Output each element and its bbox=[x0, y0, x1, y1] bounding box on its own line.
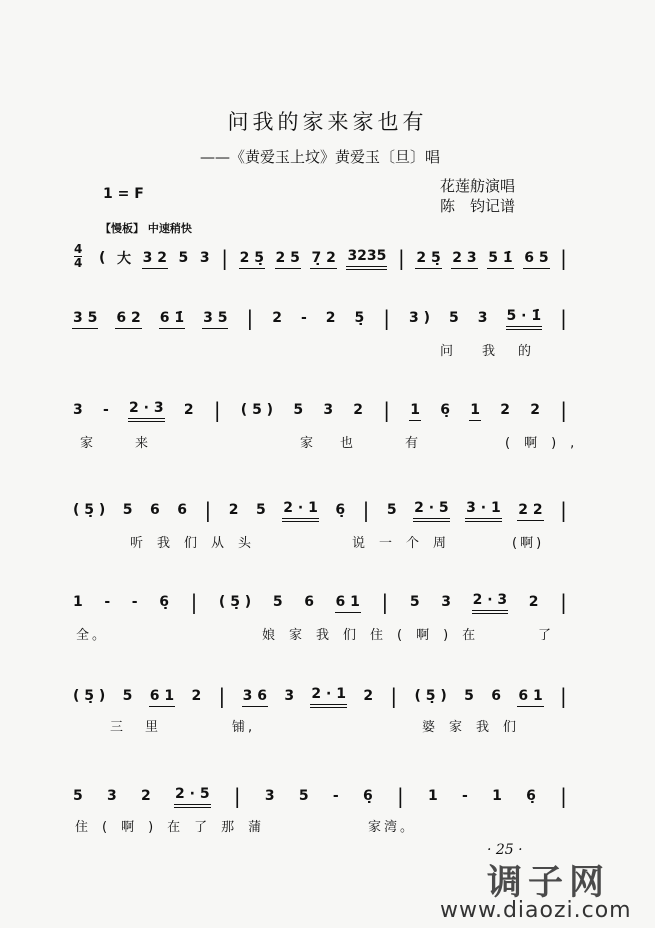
note: 5 1̇ bbox=[487, 250, 513, 269]
note: 6̣ bbox=[363, 788, 373, 804]
note: 6 bbox=[150, 502, 160, 518]
note: 2 2 bbox=[517, 502, 543, 521]
note: - bbox=[462, 788, 468, 804]
note: 2 5̣ bbox=[239, 250, 265, 269]
note: 5 bbox=[272, 594, 283, 610]
note: 2 3 bbox=[451, 250, 477, 269]
note: 6 2 bbox=[115, 310, 141, 329]
note: 1 bbox=[428, 788, 438, 804]
lyric: 我 bbox=[482, 344, 499, 359]
note: 6 bbox=[491, 688, 501, 704]
note: 2 bbox=[500, 402, 510, 418]
notation-line bbox=[72, 500, 568, 522]
barline: | bbox=[560, 684, 567, 708]
barline: | bbox=[213, 398, 221, 422]
lyric: (啊), bbox=[505, 436, 589, 451]
note: 2 5 bbox=[275, 250, 301, 269]
notation-line bbox=[72, 686, 568, 708]
barline: | bbox=[381, 590, 389, 614]
lyric: 有 bbox=[405, 436, 422, 451]
note: - bbox=[104, 594, 111, 610]
lyric: 也 bbox=[340, 436, 357, 451]
note: 5 bbox=[122, 688, 133, 704]
lyric: 听我们从头 bbox=[130, 536, 266, 551]
barline: | bbox=[560, 246, 567, 270]
note: 2 · 5 bbox=[174, 786, 211, 808]
note: 2 bbox=[183, 402, 194, 418]
note: - bbox=[131, 594, 138, 610]
note: 3 bbox=[73, 402, 83, 418]
key-signature: 1 = F bbox=[103, 186, 144, 202]
note: 1 bbox=[73, 594, 83, 610]
barline: | bbox=[397, 784, 404, 808]
lyric: 来 bbox=[135, 436, 152, 451]
note: 5 · 1̇ bbox=[506, 308, 543, 330]
note: 2 · 5 bbox=[413, 500, 450, 522]
note: ( 5 ) bbox=[240, 402, 274, 418]
time-signature bbox=[74, 243, 82, 270]
notation-line bbox=[72, 308, 568, 330]
note: 2 5̣ bbox=[415, 250, 441, 269]
note: 1 bbox=[492, 788, 502, 804]
note: 2 bbox=[325, 310, 336, 326]
watermark-logo: 调子网 bbox=[487, 863, 611, 903]
song-title: 问我的家来家也有 bbox=[227, 110, 428, 134]
note: 7̣ 2 bbox=[310, 250, 336, 269]
barline: | bbox=[560, 398, 567, 422]
note: 3 bbox=[441, 594, 451, 610]
notation-line bbox=[72, 786, 568, 808]
barline: | bbox=[383, 306, 390, 330]
note: - bbox=[332, 788, 339, 804]
note: 2 · 1 bbox=[282, 500, 319, 522]
note: 3 · 1 bbox=[465, 500, 502, 522]
barline: | bbox=[190, 590, 198, 614]
note: 5 bbox=[73, 788, 83, 804]
note: 5 bbox=[293, 402, 304, 418]
note: 6 bbox=[304, 594, 314, 610]
note: 3 2 bbox=[142, 250, 168, 269]
note: 6 5 bbox=[523, 250, 549, 269]
time-signature-top: 4 bbox=[74, 242, 83, 256]
note: 6 bbox=[177, 502, 188, 518]
note: 2 bbox=[272, 310, 282, 326]
note: 5 bbox=[386, 502, 397, 518]
lyric: 了 bbox=[538, 628, 555, 643]
note: 6 1 bbox=[517, 688, 543, 707]
note: 3 bbox=[284, 688, 295, 704]
watermark-url: www.diaozi.com bbox=[440, 898, 632, 923]
note: 5̣ bbox=[354, 310, 365, 326]
note: 5 bbox=[464, 688, 474, 704]
note: 5 bbox=[298, 788, 309, 804]
note: 5 bbox=[122, 502, 133, 518]
note: 2 bbox=[353, 402, 364, 418]
barline: | bbox=[560, 590, 567, 614]
barline: | bbox=[560, 498, 567, 522]
barline: | bbox=[204, 498, 212, 522]
lyric: 问 bbox=[440, 344, 457, 359]
note: 2 bbox=[228, 502, 239, 518]
barline: | bbox=[233, 784, 241, 808]
note: 3 5 bbox=[72, 310, 98, 329]
note: 2 · 1 bbox=[310, 686, 347, 708]
barline: | bbox=[221, 246, 228, 270]
lyric: 的 bbox=[518, 344, 535, 359]
barline: | bbox=[383, 398, 391, 422]
lyric: 说一个周 bbox=[352, 536, 461, 551]
note: 6̣ bbox=[526, 788, 536, 804]
note: 3 5 bbox=[202, 310, 228, 329]
barline: | bbox=[218, 684, 226, 708]
note: 3 ) bbox=[409, 310, 431, 326]
note: 2 bbox=[363, 688, 374, 704]
note: 3 bbox=[264, 788, 275, 804]
barline: | bbox=[560, 784, 567, 808]
note: 5 bbox=[256, 502, 266, 518]
lyric: 铺, bbox=[232, 720, 256, 735]
note: 3 bbox=[323, 402, 334, 418]
note: 5 bbox=[449, 310, 459, 326]
barline: | bbox=[362, 498, 370, 522]
note: 2 · 3 bbox=[472, 592, 509, 614]
note: 6̣ bbox=[440, 402, 450, 418]
song-subtitle: ——《黄爱玉上坟》黄爱玉〔旦〕唱 bbox=[200, 148, 441, 166]
note: 2 · 3 bbox=[128, 400, 165, 422]
note: 3 6 bbox=[242, 688, 268, 707]
note: 6 1 bbox=[335, 594, 361, 613]
credits bbox=[440, 176, 515, 216]
lyric: 娘家我们住(啊)在 bbox=[262, 628, 490, 643]
transcriber-credit: 陈 钧记谱 bbox=[440, 197, 516, 215]
note: ( 5̣ ) bbox=[73, 502, 106, 518]
time-signature-bottom: 4 bbox=[74, 256, 83, 270]
note: 6 1 bbox=[149, 688, 175, 707]
barline: | bbox=[390, 684, 398, 708]
note: 3 bbox=[199, 250, 210, 266]
note: 2 bbox=[191, 688, 202, 704]
lyric: 家 bbox=[300, 436, 317, 451]
note: ( 5̣ ) bbox=[414, 688, 447, 704]
lyric: 家 bbox=[80, 436, 97, 451]
note: 6̣ bbox=[159, 594, 169, 610]
notation-line bbox=[98, 248, 568, 270]
note: 3235 bbox=[346, 248, 387, 270]
tempo-marking: 【慢板】 中速稍快 bbox=[100, 222, 192, 235]
lyric: 三 bbox=[110, 720, 127, 735]
page-number: · 25 · bbox=[487, 842, 523, 858]
note: 1 bbox=[469, 402, 481, 421]
note: 2 bbox=[141, 788, 151, 804]
lyric: 家湾。 bbox=[368, 820, 417, 835]
lyric: 里 bbox=[145, 720, 162, 735]
barline: | bbox=[246, 306, 254, 330]
lyric: 全。 bbox=[76, 628, 109, 643]
barline: | bbox=[398, 246, 405, 270]
note: 6 1̇ bbox=[159, 310, 185, 329]
notation-line bbox=[72, 592, 568, 614]
note: - bbox=[300, 310, 307, 326]
barline: | bbox=[560, 306, 567, 330]
note: ( 5̣ ) bbox=[218, 594, 252, 610]
note: 3 bbox=[107, 788, 117, 804]
note: 1 bbox=[409, 402, 421, 421]
lyric: (啊) bbox=[512, 536, 545, 551]
note: 2 bbox=[530, 402, 540, 418]
note: 大 bbox=[117, 251, 131, 267]
lyric: 住(啊)在了那蒲 bbox=[75, 820, 276, 835]
note: 6̣ bbox=[335, 502, 346, 518]
notation-line bbox=[72, 400, 568, 422]
note: - bbox=[102, 402, 109, 418]
note: 2 bbox=[528, 594, 539, 610]
note: ( 5̣ ) bbox=[73, 688, 106, 704]
note: 3 bbox=[477, 310, 488, 326]
lyric: 婆家我们 bbox=[422, 720, 531, 735]
note: 5 bbox=[409, 594, 420, 610]
note: ( bbox=[99, 250, 106, 266]
performer-credit: 花莲舫演唱 bbox=[440, 177, 516, 195]
note: 5 bbox=[178, 250, 189, 266]
